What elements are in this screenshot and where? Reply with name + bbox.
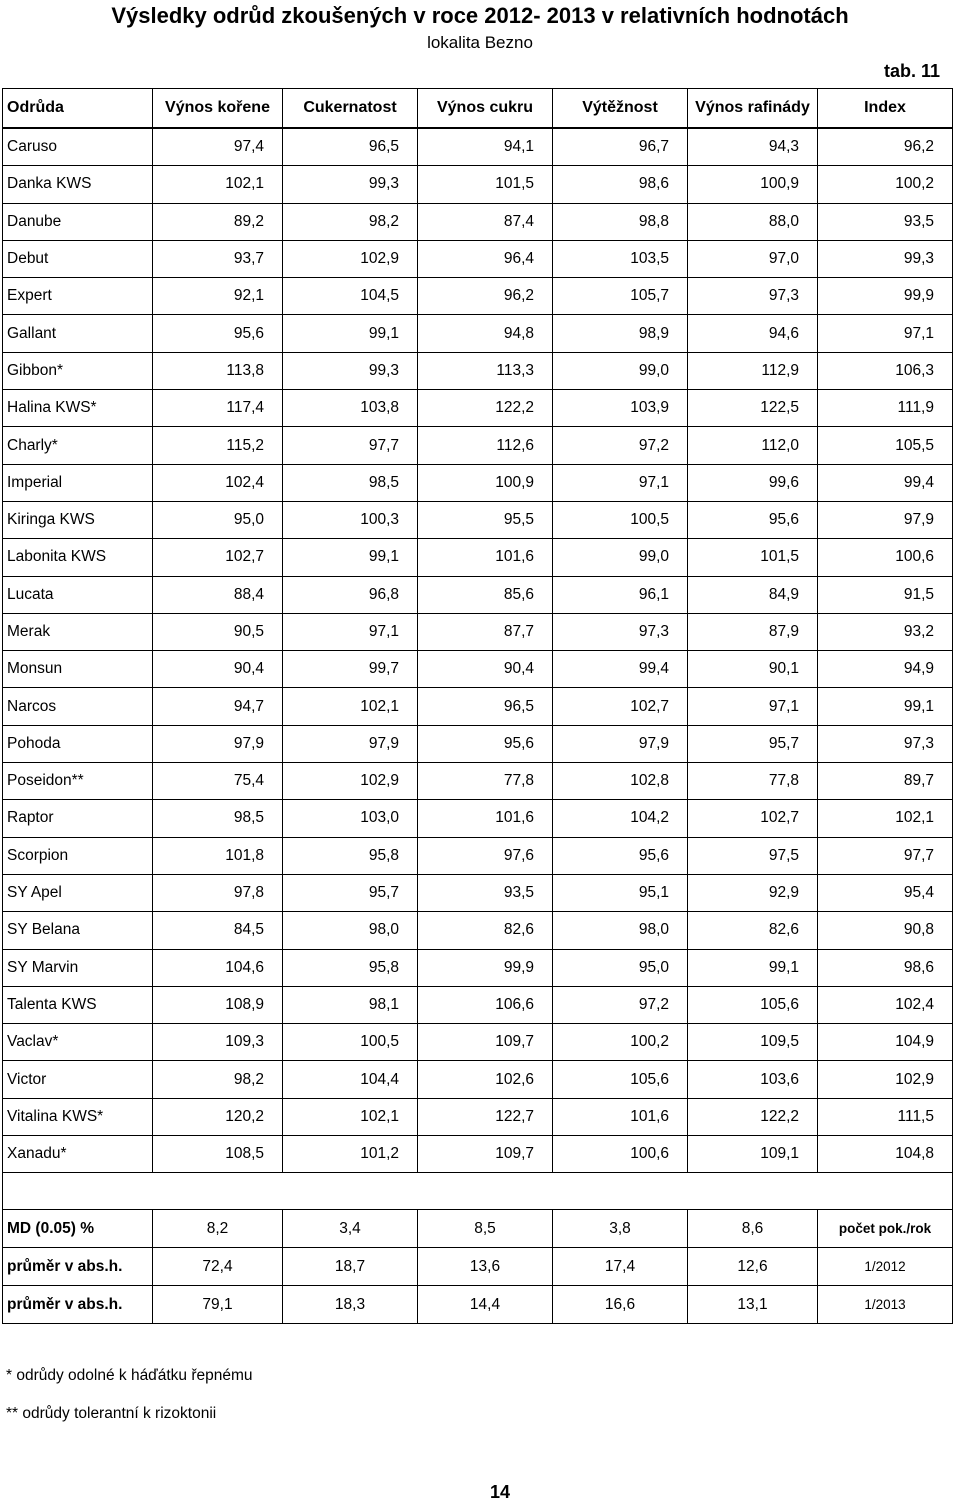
- footnote-rhizoctonia-tolerant: ** odrůdy tolerantní k rizoktonii: [6, 1405, 217, 1422]
- value-cell: 95,4: [818, 874, 953, 911]
- value-cell: 108,9: [153, 986, 283, 1023]
- header-cell-sugar-content: Cukernatost: [283, 89, 418, 129]
- value-cell: 101,5: [418, 166, 553, 203]
- table-row: [3, 501, 953, 538]
- table-row: [3, 539, 953, 576]
- variety-name-cell: Danka KWS: [3, 166, 153, 203]
- value-cell: 95,6: [688, 501, 818, 538]
- table-row: [3, 203, 953, 240]
- value-cell: 97,9: [553, 725, 688, 762]
- average-2012-row: [3, 1248, 953, 1286]
- value-cell: 97,3: [553, 613, 688, 650]
- variety-name-cell: Pohoda: [3, 725, 153, 762]
- value-cell: 102,1: [153, 166, 283, 203]
- footer-value-cell: 17,4: [553, 1248, 688, 1286]
- variety-name-cell: Halina KWS*: [3, 390, 153, 427]
- value-cell: 82,6: [688, 912, 818, 949]
- value-cell: 97,1: [553, 464, 688, 501]
- value-cell: 111,5: [818, 1098, 953, 1135]
- variety-name-cell: Merak: [3, 613, 153, 650]
- footer-value-cell: 8,2: [153, 1210, 283, 1248]
- value-cell: 100,9: [688, 166, 818, 203]
- variety-name-cell: Monsun: [3, 651, 153, 688]
- table-row: [3, 986, 953, 1023]
- value-cell: 98,8: [553, 203, 688, 240]
- value-cell: 100,9: [418, 464, 553, 501]
- value-cell: 106,3: [818, 352, 953, 389]
- table-row: [3, 949, 953, 986]
- value-cell: 117,4: [153, 390, 283, 427]
- value-cell: 90,4: [418, 651, 553, 688]
- header-cell-extractability: Výtěžnost: [553, 89, 688, 129]
- variety-name-cell: Lucata: [3, 576, 153, 613]
- value-cell: 102,1: [818, 800, 953, 837]
- value-cell: 93,5: [418, 874, 553, 911]
- value-cell: 99,1: [818, 688, 953, 725]
- value-cell: 97,9: [283, 725, 418, 762]
- value-cell: 90,1: [688, 651, 818, 688]
- value-cell: 97,9: [153, 725, 283, 762]
- value-cell: 105,5: [818, 427, 953, 464]
- value-cell: 96,1: [553, 576, 688, 613]
- value-cell: 99,3: [818, 240, 953, 277]
- value-cell: 90,8: [818, 912, 953, 949]
- footer-value-cell: 12,6: [688, 1248, 818, 1286]
- variety-name-cell: Vaclav*: [3, 1024, 153, 1061]
- value-cell: 96,2: [418, 278, 553, 315]
- value-cell: 93,5: [818, 203, 953, 240]
- table-row: [3, 837, 953, 874]
- variety-name-cell: Expert: [3, 278, 153, 315]
- results-table: [2, 88, 953, 1324]
- value-cell: 94,1: [418, 128, 553, 166]
- footer-note-cell: 1/2012: [818, 1248, 953, 1286]
- value-cell: 97,2: [553, 986, 688, 1023]
- table-row: [3, 763, 953, 800]
- footer-value-cell: 16,6: [553, 1286, 688, 1324]
- header-cell-index: Index: [818, 89, 953, 129]
- value-cell: 94,6: [688, 315, 818, 352]
- value-cell: 99,1: [283, 539, 418, 576]
- value-cell: 90,4: [153, 651, 283, 688]
- value-cell: 109,3: [153, 1024, 283, 1061]
- value-cell: 90,5: [153, 613, 283, 650]
- value-cell: 96,4: [418, 240, 553, 277]
- footer-value-cell: 3,4: [283, 1210, 418, 1248]
- value-cell: 91,5: [818, 576, 953, 613]
- footer-value-cell: 18,7: [283, 1248, 418, 1286]
- variety-name-cell: SY Marvin: [3, 949, 153, 986]
- value-cell: 98,2: [153, 1061, 283, 1098]
- table-row: [3, 128, 953, 166]
- value-cell: 87,9: [688, 613, 818, 650]
- value-cell: 109,7: [418, 1136, 553, 1173]
- value-cell: 95,6: [153, 315, 283, 352]
- value-cell: 96,7: [553, 128, 688, 166]
- variety-name-cell: Scorpion: [3, 837, 153, 874]
- value-cell: 113,8: [153, 352, 283, 389]
- value-cell: 102,4: [818, 986, 953, 1023]
- value-cell: 99,3: [283, 352, 418, 389]
- page-number: 14: [489, 1482, 511, 1502]
- value-cell: 101,8: [153, 837, 283, 874]
- footer-label-cell: MD (0.05) %: [3, 1210, 153, 1248]
- value-cell: 96,2: [818, 128, 953, 166]
- value-cell: 97,0: [688, 240, 818, 277]
- value-cell: 104,5: [283, 278, 418, 315]
- table-row: [3, 352, 953, 389]
- value-cell: 104,6: [153, 949, 283, 986]
- value-cell: 99,0: [553, 539, 688, 576]
- table-footer: [3, 1210, 953, 1324]
- footer-value-cell: 8,6: [688, 1210, 818, 1248]
- footer-value-cell: 14,4: [418, 1286, 553, 1324]
- header-cell-refined-yield: Výnos rafinády: [688, 89, 818, 129]
- value-cell: 104,9: [818, 1024, 953, 1061]
- value-cell: 95,7: [283, 874, 418, 911]
- value-cell: 112,6: [418, 427, 553, 464]
- value-cell: 102,8: [553, 763, 688, 800]
- value-cell: 98,6: [818, 949, 953, 986]
- value-cell: 101,2: [283, 1136, 418, 1173]
- footer-note-cell: 1/2013: [818, 1286, 953, 1324]
- value-cell: 93,7: [153, 240, 283, 277]
- value-cell: 99,1: [283, 315, 418, 352]
- value-cell: 98,0: [283, 912, 418, 949]
- value-cell: 95,8: [283, 949, 418, 986]
- value-cell: 115,2: [153, 427, 283, 464]
- value-cell: 97,6: [418, 837, 553, 874]
- value-cell: 102,1: [283, 688, 418, 725]
- variety-name-cell: Gallant: [3, 315, 153, 352]
- value-cell: 99,1: [688, 949, 818, 986]
- value-cell: 100,5: [283, 1024, 418, 1061]
- variety-name-cell: Charly*: [3, 427, 153, 464]
- value-cell: 98,1: [283, 986, 418, 1023]
- value-cell: 95,0: [553, 949, 688, 986]
- value-cell: 95,0: [153, 501, 283, 538]
- variety-name-cell: Debut: [3, 240, 153, 277]
- value-cell: 101,6: [418, 539, 553, 576]
- table-row: [3, 427, 953, 464]
- value-cell: 96,5: [418, 688, 553, 725]
- value-cell: 97,1: [818, 315, 953, 352]
- value-cell: 122,2: [688, 1098, 818, 1135]
- value-cell: 102,7: [153, 539, 283, 576]
- table-body: [3, 128, 953, 1210]
- value-cell: 99,3: [283, 166, 418, 203]
- table-row: [3, 1136, 953, 1173]
- value-cell: 95,6: [553, 837, 688, 874]
- md-row: [3, 1210, 953, 1248]
- value-cell: 102,9: [818, 1061, 953, 1098]
- footer-label-cell: průměr v abs.h.: [3, 1286, 153, 1324]
- table-row: [3, 688, 953, 725]
- table-row: [3, 725, 953, 762]
- value-cell: 98,5: [283, 464, 418, 501]
- value-cell: 99,7: [283, 651, 418, 688]
- value-cell: 111,9: [818, 390, 953, 427]
- value-cell: 88,4: [153, 576, 283, 613]
- variety-name-cell: SY Belana: [3, 912, 153, 949]
- value-cell: 106,6: [418, 986, 553, 1023]
- variety-name-cell: Raptor: [3, 800, 153, 837]
- footnote-nematode-resistant: * odrůdy odolné k háďátku řepnému: [6, 1367, 253, 1384]
- header-cell-variety: Odrůda: [3, 89, 153, 129]
- footer-value-cell: 13,6: [418, 1248, 553, 1286]
- value-cell: 101,6: [418, 800, 553, 837]
- value-cell: 102,4: [153, 464, 283, 501]
- footer-value-cell: 13,1: [688, 1286, 818, 1324]
- value-cell: 84,5: [153, 912, 283, 949]
- value-cell: 87,4: [418, 203, 553, 240]
- variety-name-cell: Talenta KWS: [3, 986, 153, 1023]
- value-cell: 100,2: [818, 166, 953, 203]
- value-cell: 122,5: [688, 390, 818, 427]
- value-cell: 94,3: [688, 128, 818, 166]
- value-cell: 96,8: [283, 576, 418, 613]
- value-cell: 94,7: [153, 688, 283, 725]
- value-cell: 97,1: [688, 688, 818, 725]
- value-cell: 77,8: [418, 763, 553, 800]
- value-cell: 98,5: [153, 800, 283, 837]
- value-cell: 103,8: [283, 390, 418, 427]
- table-row: [3, 464, 953, 501]
- value-cell: 97,1: [283, 613, 418, 650]
- value-cell: 98,2: [283, 203, 418, 240]
- value-cell: 102,6: [418, 1061, 553, 1098]
- value-cell: 98,6: [553, 166, 688, 203]
- value-cell: 103,5: [553, 240, 688, 277]
- value-cell: 104,4: [283, 1061, 418, 1098]
- value-cell: 100,2: [553, 1024, 688, 1061]
- value-cell: 113,3: [418, 352, 553, 389]
- value-cell: 102,9: [283, 763, 418, 800]
- value-cell: 101,6: [553, 1098, 688, 1135]
- value-cell: 102,9: [283, 240, 418, 277]
- spacer-row: [3, 1173, 953, 1210]
- value-cell: 99,4: [553, 651, 688, 688]
- table-row: [3, 1024, 953, 1061]
- variety-name-cell: Victor: [3, 1061, 153, 1098]
- value-cell: 89,2: [153, 203, 283, 240]
- page-subtitle: lokalita Bezno: [427, 33, 533, 52]
- spacer-cell: [3, 1173, 953, 1210]
- variety-name-cell: Danube: [3, 203, 153, 240]
- table-number: tab. 11: [883, 61, 940, 81]
- value-cell: 84,9: [688, 576, 818, 613]
- value-cell: 97,3: [688, 278, 818, 315]
- value-cell: 109,5: [688, 1024, 818, 1061]
- value-cell: 95,5: [418, 501, 553, 538]
- table-row: [3, 240, 953, 277]
- table-row: [3, 651, 953, 688]
- value-cell: 120,2: [153, 1098, 283, 1135]
- value-cell: 99,0: [553, 352, 688, 389]
- variety-name-cell: Xanadu*: [3, 1136, 153, 1173]
- value-cell: 105,6: [553, 1061, 688, 1098]
- footer-label-cell: průměr v abs.h.: [3, 1248, 153, 1286]
- value-cell: 87,7: [418, 613, 553, 650]
- variety-name-cell: SY Apel: [3, 874, 153, 911]
- value-cell: 112,9: [688, 352, 818, 389]
- table-row: [3, 613, 953, 650]
- table-row: [3, 1061, 953, 1098]
- value-cell: 95,6: [418, 725, 553, 762]
- value-cell: 88,0: [688, 203, 818, 240]
- value-cell: 100,3: [283, 501, 418, 538]
- table-row: [3, 315, 953, 352]
- value-cell: 103,9: [553, 390, 688, 427]
- value-cell: 102,7: [553, 688, 688, 725]
- value-cell: 94,8: [418, 315, 553, 352]
- value-cell: 97,3: [818, 725, 953, 762]
- value-cell: 104,2: [553, 800, 688, 837]
- footer-value-cell: 72,4: [153, 1248, 283, 1286]
- value-cell: 103,6: [688, 1061, 818, 1098]
- value-cell: 97,8: [153, 874, 283, 911]
- value-cell: 93,2: [818, 613, 953, 650]
- footer-value-cell: 3,8: [553, 1210, 688, 1248]
- value-cell: 98,0: [553, 912, 688, 949]
- variety-name-cell: Kiringa KWS: [3, 501, 153, 538]
- value-cell: 77,8: [688, 763, 818, 800]
- value-cell: 122,7: [418, 1098, 553, 1135]
- value-cell: 82,6: [418, 912, 553, 949]
- average-2013-row: [3, 1286, 953, 1324]
- footer-value-cell: 8,5: [418, 1210, 553, 1248]
- value-cell: 85,6: [418, 576, 553, 613]
- value-cell: 95,8: [283, 837, 418, 874]
- value-cell: 103,0: [283, 800, 418, 837]
- value-cell: 105,6: [688, 986, 818, 1023]
- header-cell-root-yield: Výnos kořene: [153, 89, 283, 129]
- value-cell: 99,6: [688, 464, 818, 501]
- value-cell: 100,5: [553, 501, 688, 538]
- footer-note-cell: počet pok./rok: [818, 1210, 953, 1248]
- value-cell: 100,6: [818, 539, 953, 576]
- value-cell: 97,7: [818, 837, 953, 874]
- table-row: [3, 390, 953, 427]
- table-row: [3, 874, 953, 911]
- header-row: [3, 89, 953, 129]
- value-cell: 96,5: [283, 128, 418, 166]
- value-cell: 99,9: [418, 949, 553, 986]
- header-cell-sugar-yield: Výnos cukru: [418, 89, 553, 129]
- value-cell: 92,1: [153, 278, 283, 315]
- table-row: [3, 1098, 953, 1135]
- value-cell: 104,8: [818, 1136, 953, 1173]
- value-cell: 97,7: [283, 427, 418, 464]
- value-cell: 109,7: [418, 1024, 553, 1061]
- variety-name-cell: Imperial: [3, 464, 153, 501]
- table-row: [3, 576, 953, 613]
- value-cell: 97,5: [688, 837, 818, 874]
- variety-name-cell: Labonita KWS: [3, 539, 153, 576]
- variety-name-cell: Gibbon*: [3, 352, 153, 389]
- variety-name-cell: Caruso: [3, 128, 153, 166]
- value-cell: 75,4: [153, 763, 283, 800]
- value-cell: 99,4: [818, 464, 953, 501]
- footer-value-cell: 79,1: [153, 1286, 283, 1324]
- value-cell: 95,1: [553, 874, 688, 911]
- table-row: [3, 166, 953, 203]
- footer-value-cell: 18,3: [283, 1286, 418, 1324]
- value-cell: 97,9: [818, 501, 953, 538]
- variety-name-cell: Narcos: [3, 688, 153, 725]
- value-cell: 89,7: [818, 763, 953, 800]
- value-cell: 99,9: [818, 278, 953, 315]
- value-cell: 108,5: [153, 1136, 283, 1173]
- value-cell: 102,1: [283, 1098, 418, 1135]
- value-cell: 97,2: [553, 427, 688, 464]
- value-cell: 97,4: [153, 128, 283, 166]
- table-row: [3, 278, 953, 315]
- table-row: [3, 800, 953, 837]
- value-cell: 100,6: [553, 1136, 688, 1173]
- variety-name-cell: Vitalina KWS*: [3, 1098, 153, 1135]
- value-cell: 122,2: [418, 390, 553, 427]
- value-cell: 101,5: [688, 539, 818, 576]
- value-cell: 92,9: [688, 874, 818, 911]
- value-cell: 98,9: [553, 315, 688, 352]
- value-cell: 105,7: [553, 278, 688, 315]
- value-cell: 94,9: [818, 651, 953, 688]
- value-cell: 112,0: [688, 427, 818, 464]
- table-row: [3, 912, 953, 949]
- variety-name-cell: Poseidon**: [3, 763, 153, 800]
- value-cell: 109,1: [688, 1136, 818, 1173]
- value-cell: 102,7: [688, 800, 818, 837]
- page-title: Výsledky odrůd zkoušených v roce 2012- 2013 v relativních hodnotách: [111, 3, 849, 28]
- value-cell: 95,7: [688, 725, 818, 762]
